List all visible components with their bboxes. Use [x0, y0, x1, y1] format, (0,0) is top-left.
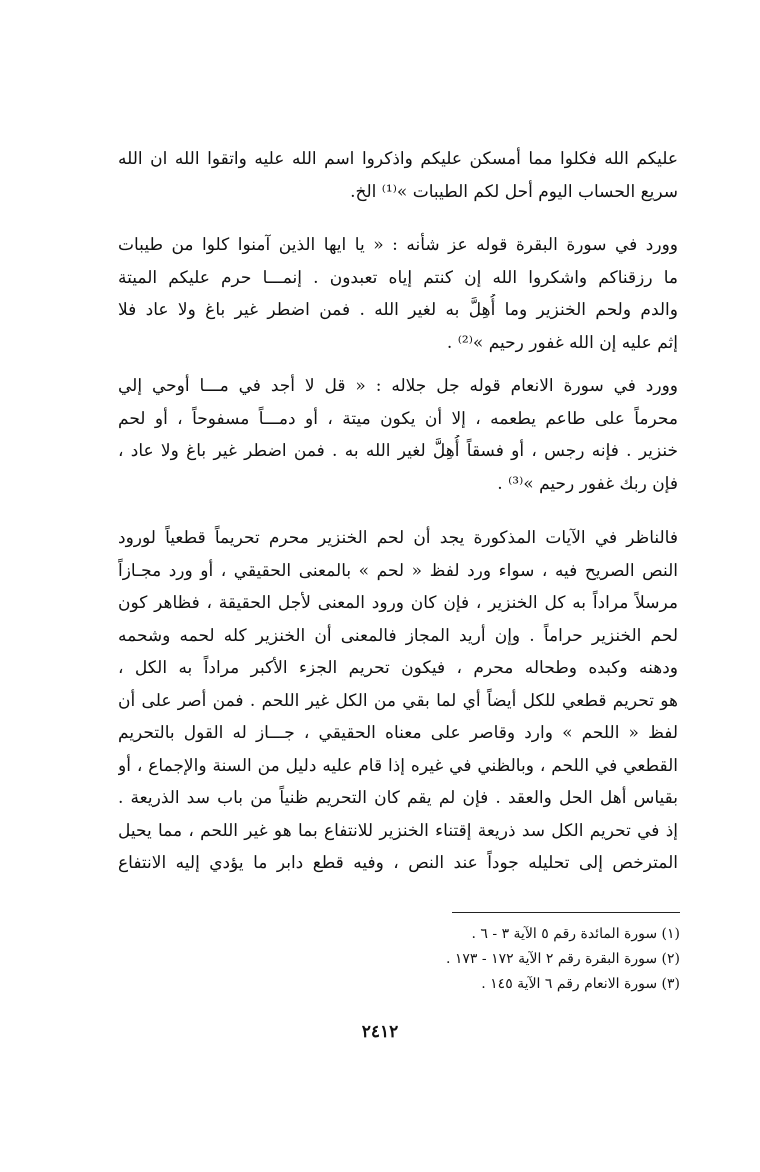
footnote-divider [452, 912, 680, 913]
text-line: هو تحريم قطعي للكل أيضاً أي لما بقي من الكل غير اللحم . فمن أصر على أن [118, 690, 678, 711]
footnotes [300, 922, 680, 997]
footnote-3: (٣) سورة الانعام رقم ٦ الآية ١٤٥ . [481, 976, 680, 992]
footnote-2: (٢) سورة البقرة رقم ٢ الآية ١٧٢ - ١٧٣ . [445, 951, 680, 967]
text-line: سريع الحساب اليوم أحل لكم الطيبات »⁽¹⁾ الخ. [350, 181, 678, 202]
text-line: النص الصريح فيه ، سواء ورد لفظ « لحم » بالمعنى الحقيقي ، أو ورد مجـازاً [118, 560, 678, 581]
text-line: وورد في سورة البقرة قوله عز شأنه : « يا ايها الذين آمنوا كلوا من طيبات [118, 235, 678, 255]
paragraph-3 [118, 370, 678, 500]
text-line: ما رزقناكم واشكروا الله إن كنتم إياه تعبدون . إنمـــا حرم عليكم الميتة [118, 267, 678, 288]
text-line: فإن ربك غفور رحيم »⁽³⁾ . [497, 473, 678, 494]
text-line: خنزير . فإنه رجس ، أو فسقاً أُهِلَّ لغير الله به . فمن اضطر غير باغ ولا عاد ، [118, 441, 678, 461]
text-line: لحم الخنزير حراماً . وإن أريد المجاز فالمعنى أن الخنزير كله لحمه وشحمه [118, 625, 678, 646]
text-line: إثم عليه إن الله غفور رحيم »⁽²⁾ . [446, 332, 678, 353]
text-line: المترخص إلى تحليله جوداً عند النص ، وفيه قطع دابر ما يؤدي إليه الانتفاع [118, 853, 678, 873]
text-line: وورد في سورة الانعام قوله جل جلاله : « قل لا أجد في مـــا أوحي إلي [118, 376, 678, 396]
text-line: بقياس أهل الحل والعقد . فإن لم يقم كان التحريم ظنياً من باب سد الذريعة . [118, 788, 678, 808]
text-line: ودهنه وكبده وطحاله محرم ، فيكون تحريم الجزء الأكبر مراداً به الكل ، [118, 658, 678, 678]
paragraph-4 [118, 522, 678, 880]
text-line: القطعي في اللحم ، وبالظني في غيره إذا قام عليه دليل من السنة والإجماع ، أو [118, 755, 678, 776]
page-number: ٢٤١٢ [361, 1022, 399, 1042]
text-line: عليكم الله فكلوا مما أمسكن عليكم واذكروا اسم الله عليه واتقوا الله ان الله [118, 149, 678, 169]
paragraph-1 [118, 143, 678, 208]
text-line: لفظ « اللحم » وارد وقاصر على معناه الحقيقي ، جـــاز له القول بالتحريم [118, 723, 678, 743]
text-line: محرماً على طاعم يطعمه ، إلا أن يكون ميتة ، أو دمـــاً مسفوحاً ، أو لحم [118, 408, 678, 429]
text-line: والدم ولحم الخنزير وما أُهِلَّ به لغير الله . فمن اضطر غير باغ ولا عاد فلا [118, 300, 678, 320]
paragraph-2 [118, 229, 678, 359]
text-line: إذ في تحريم الكل سد ذريعة إقتناء الخنزير للانتفاع بما هو غير اللحم ، مما يحيل [118, 820, 678, 841]
text-line: مرسلاً مراداً به كل الخنزير ، فإن كان ورود المعنى لأجل الحقيقة ، فظاهر كون [118, 593, 678, 613]
footnote-1: (١) سورة المائدة رقم ٥ الآية ٣ - ٦ . [471, 926, 680, 942]
text-line: فالناظر في الآيات المذكورة يجد أن لحم الخنزير محرم تحريماً قطعياً لورود [118, 528, 678, 548]
